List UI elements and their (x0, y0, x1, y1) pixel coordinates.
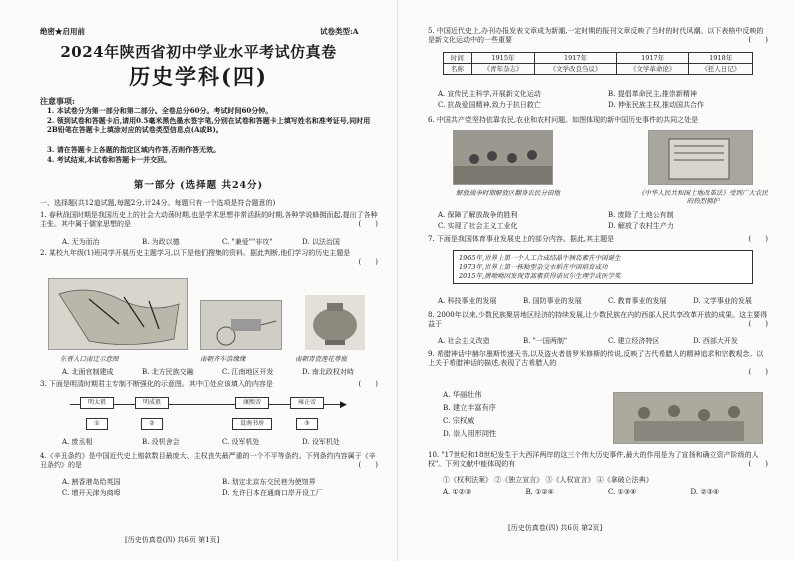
notice-4: 4. 考试结束,本试卷和答题卡一并交回。 (47, 155, 172, 164)
part-title: 第一部分 (选择题 共24分) (133, 180, 264, 191)
table-cell: 1917年 (535, 53, 617, 64)
option-d[interactable]: D. 伸张民族主权,推动国共合作 (608, 100, 705, 109)
timeline-slot-3: 设南书房 (232, 418, 272, 430)
section-intro: 一、选择题(共12道试题,每题2分,计24分。每题只有一个选项是符合题意的) (40, 199, 276, 207)
celadon-vase-image (305, 295, 365, 350)
land-law-photo (648, 130, 753, 185)
caption-vase: 南朝青瓷莲花尊瓶 (295, 355, 347, 363)
question-2 (40, 249, 378, 266)
option-d[interactable]: D. ②③④ (690, 488, 720, 496)
option-b[interactable]: B. 废除了土地公有制 (608, 211, 674, 219)
option-a[interactable]: A. 无为而治 (62, 238, 100, 246)
question-5-text: 5. 中国近代史上,办刊办报发表文章成为新潮,一定时期的报刊文章反映了当时的时代风潮。以下表格中反映的是新文化运动中的一些重要 (428, 27, 764, 45)
subject-title: 历史学科(四) (129, 64, 268, 89)
answer-paren: ( ) (748, 36, 768, 44)
question-7-text: 7. 下面是我国体育事业发展史上的部分内容。据此,其主题是 (428, 235, 615, 243)
table-cell: 《狂人日记》 (689, 64, 753, 75)
question-1 (40, 211, 378, 230)
option-d[interactable]: D. 文学事业的发展 (693, 297, 752, 305)
question-6 (428, 116, 768, 125)
caption-chariot: 南朝齐车浩缘缘 (200, 355, 246, 363)
option-c[interactable]: C. 建立经济特区 (608, 337, 660, 345)
question-10 (428, 451, 768, 470)
option-d[interactable]: D. 西部大开发 (693, 337, 738, 345)
notice-3: 3. 请在答题卡上各题的指定区域内作答,否则作答无效。 (47, 145, 221, 154)
notice-1: 1. 本试卷分为第一部分和第二部分。全卷总分60分。考试时间60分钟。 (47, 106, 273, 115)
option-c[interactable]: C. "兼爱""非攻" (222, 238, 273, 246)
option-c[interactable]: C. ①③④ (608, 488, 637, 496)
question-2-options (62, 368, 382, 377)
question-8-options (438, 337, 778, 346)
question-10-text: 10. "17世纪和18世纪发生于大西洋两岸的这三个伟大历史事件,最大的作用是为了宣扬和确立资产阶级的人权"。下列文献中能体现的有 (428, 451, 759, 469)
question-4-options (62, 478, 382, 498)
quote-line: 1973年,世界上第一株籼型杂交水稻在中国培育成功 (459, 262, 608, 271)
question-5 (428, 27, 768, 46)
timeline-slot-1: ① (86, 418, 108, 430)
table-cell: 《文学革命论》 (616, 64, 689, 75)
table-header: 名称 (444, 64, 472, 75)
option-d[interactable]: D. 崇人用形同性 (443, 429, 497, 438)
question-8-text: 8. 2000年以来,少数民族聚居地区经济的持续发展,让少数民族在内的西部人民共享改革开放的成果。这主要得益于 (428, 311, 768, 329)
option-c[interactable]: C. 宗权威 (443, 416, 475, 425)
option-a[interactable]: A. 北面官制建成 (62, 368, 114, 376)
option-a[interactable]: A. 社会主义改造 (438, 337, 490, 345)
option-c[interactable]: C. 教育事业的发展 (608, 297, 667, 305)
option-a[interactable]: A. 割香港岛给英国 (62, 478, 121, 486)
answer-paren: ( ) (358, 220, 378, 228)
question-6-text: 6. 中国共产党坚持依靠农民,农业和农村问题。如图体现的新中国历史事件的共同之处是 (428, 116, 699, 124)
question-9-text: 9. 希腊神话中赫尔墨斯传递天书,以及盗火者普罗米修斯的传说,反映了古代希腊人的精神追求和宗教观念。以上关于希腊神话的描述,表现了古希腊人的 (428, 350, 764, 368)
timeline-label-2: 明成祖 (135, 397, 169, 409)
timeline-slot-4: ③ (296, 418, 318, 430)
chariot-relief-image (200, 300, 282, 350)
question-3 (40, 380, 378, 389)
option-d[interactable]: D. 允许日本在通商口岸开设工厂 (222, 488, 323, 497)
page-footer: [历史仿真卷(四) 共6页 第2页] (508, 524, 603, 532)
table-cell: 《文学改良刍议》 (535, 64, 617, 75)
question-7-quote (453, 250, 753, 284)
answer-paren: ( ) (358, 258, 378, 266)
question-2-text: 2. 某校九年级(1)班同学开展历史主题学习,以下是他们搜集的资料。据此判断,他们学习的历史主题是 (40, 249, 351, 257)
exam-title: 2024年陕西省初中学业水平考试仿真卷 (60, 43, 337, 61)
question-3-options (62, 438, 382, 447)
question-7 (428, 235, 768, 244)
question-9-options (443, 390, 553, 438)
secret-label: 绝密★启用前 (40, 27, 85, 36)
vase-icon (305, 295, 365, 350)
option-a[interactable]: A. 保障了解放战争的胜利 (438, 211, 518, 219)
question-1-text: 1. 春秋战国时期是我国历史上的社会大动荡时期,也是学术思想非常活跃的时期,各种学说蜂拥而起,提出了各种主张。其中属于儒家思想的是 (40, 211, 378, 229)
painting-icon (614, 393, 763, 444)
option-d[interactable]: D. 设军机处 (302, 438, 340, 446)
timeline-label-4: 雍正帝 (290, 397, 324, 409)
map-icon (49, 279, 188, 350)
question-10-options (443, 488, 773, 497)
page-right (397, 0, 794, 561)
option-a[interactable]: A. 宣传民主科学,开展新文化运动 (438, 90, 541, 98)
question-3-text: 3. 下面是明清时期君主专制不断强化的示意图。其中①处应该填入的内容是 (40, 380, 273, 388)
timeline-arrow-icon: ▶ (340, 400, 347, 410)
option-c[interactable]: C. 江南地区开发 (222, 368, 274, 376)
option-a[interactable]: A. 华丽壮伟 (443, 390, 482, 399)
option-b[interactable]: B. 为政以德 (142, 238, 180, 246)
option-d[interactable]: D. 解放了农村生产力 (608, 221, 674, 230)
question-4-text: 4.《辛丑条约》是中国近代史上赔款数目最庞大、主权丧失最严重的一个不平等条约。下列条约内容属于《辛丑条约》的是 (40, 452, 376, 470)
option-c[interactable]: C. 抗战爱国精神,致力于抗日救亡 (438, 100, 541, 109)
option-c[interactable]: C. 设军机处 (222, 438, 260, 446)
table-cell: 1917年 (616, 53, 689, 64)
option-b[interactable]: B. 国防事业的发展 (523, 297, 582, 305)
question-1-options (62, 238, 382, 247)
option-b[interactable]: B. ①②④ (525, 488, 554, 496)
option-a[interactable]: A. 废丞相 (62, 438, 93, 446)
quote-line: 1965年,世界上第一个人工合成结晶牛胰岛素在中国诞生 (459, 254, 621, 262)
caption-land-law: 《中华人民共和国土地改革法》受到广大农民的热烈拥护 (638, 189, 768, 206)
table-cell: 1915年 (471, 53, 535, 64)
chariot-icon (201, 301, 282, 350)
option-b[interactable]: B. 划定北京东交民巷为使馆界 (222, 478, 316, 486)
notice-title: 注意事项: (40, 96, 75, 106)
page-footer: [历史仿真卷(四) 共6页 第1页] (125, 536, 220, 544)
caption-map: 东晋人口南迁示意图 (60, 355, 119, 363)
question-5-options (438, 90, 778, 110)
answer-paren: ( ) (748, 460, 768, 468)
question-8 (428, 311, 768, 330)
caption-land-reform: 解放战争时期解放区翻身农民分田地 (456, 189, 560, 197)
option-c[interactable]: C. 实现了社会主义工业化 (438, 221, 518, 230)
table-cell: 《青年杂志》 (471, 64, 535, 75)
option-b[interactable]: B. 建立丰富有序 (443, 403, 496, 412)
question-10-items: ①《权利法案》 ②《独立宣言》 ③《人权宣言》 ④《拿破仑法典》 (443, 476, 653, 484)
quote-line: 2015年,屠呦呦因发现青蒿素获得诺贝尔生理学或医学奖 (459, 271, 621, 280)
answer-paren: ( ) (748, 235, 768, 243)
option-d[interactable]: D. 南北政权对峙 (302, 368, 354, 376)
question-7-options (438, 297, 778, 306)
option-c[interactable]: C. 增开天津为商埠 (62, 488, 121, 497)
table-cell: 1918年 (689, 53, 753, 64)
option-b[interactable]: B. 提倡革命民主,推崇新精神 (608, 90, 697, 98)
option-b[interactable]: B. "一国两制" (523, 337, 568, 345)
question-4 (40, 452, 378, 471)
question-9 (428, 350, 768, 376)
answer-paren: ( ) (358, 380, 378, 388)
answer-paren: ( ) (748, 368, 768, 376)
table-header: 时间 (444, 53, 472, 64)
option-a[interactable]: A. ①②③ (443, 488, 472, 496)
newspaper-photo-icon (649, 131, 753, 185)
option-b[interactable]: B. 北方民族交融 (142, 368, 194, 376)
timeline-label-3: 康熙帝 (235, 397, 269, 409)
timeline-label-1: 明太祖 (80, 397, 114, 409)
answer-paren: ( ) (748, 320, 768, 328)
option-d[interactable]: D. 以法治国 (302, 238, 340, 246)
notice-2: 2. 领到试卷和答题卡后,请用0.5毫米黑色墨水签字笔,分别在试卷和答题卡上填写姓名和准考证号,同时用2B铅笔在答题卡上填涂对应的试卷类型信息点(A或B)。 (47, 116, 371, 135)
exam-type: 试卷类型:A (320, 27, 359, 36)
answer-paren: ( ) (358, 461, 378, 469)
question-6-options (438, 211, 778, 231)
option-a[interactable]: A. 科技事业的发展 (438, 297, 497, 305)
question-5-table (443, 52, 753, 75)
greek-painting-image (613, 392, 763, 444)
crowd-photo-icon (454, 131, 553, 185)
option-b[interactable]: B. 设机舍会 (142, 438, 180, 446)
timeline-slot-2: ② (141, 418, 163, 430)
land-reform-photo (453, 130, 553, 185)
migration-map-image (48, 278, 188, 350)
